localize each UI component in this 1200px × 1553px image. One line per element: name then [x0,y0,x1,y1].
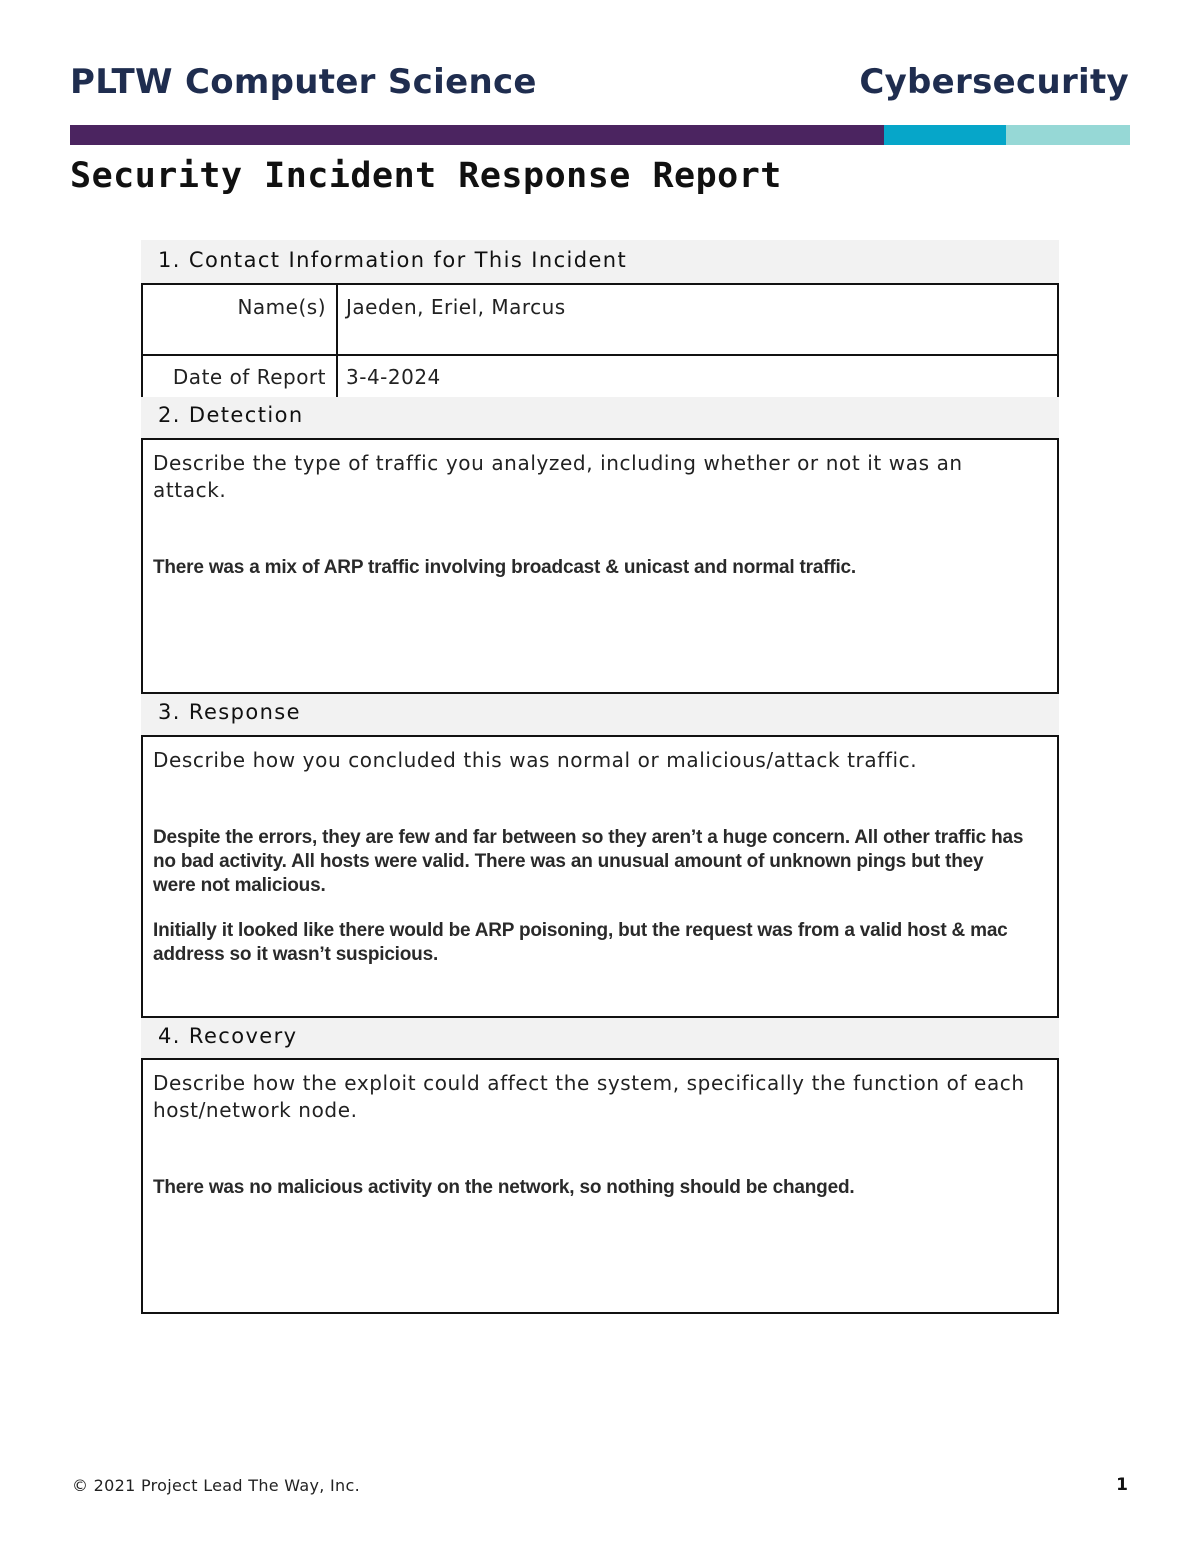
section-heading-detection [141,397,1059,438]
footer-copyright: © 2021 Project Lead The Way, Inc. [72,1476,360,1495]
recovery-box [141,1058,1059,1314]
contact-label-date: Date of Report [142,355,337,398]
header-course-title: PLTW Computer Science [70,62,537,102]
section-heading-response-text: 3. Response [158,700,301,724]
section-heading-response [141,694,1059,735]
section-heading-contact [141,240,1059,283]
header-bar-light-teal [1006,125,1130,145]
detection-box [141,438,1059,694]
contact-label-names: Name(s) [142,284,337,355]
contact-value-date: 3-4-2024 [337,355,1058,398]
response-answer-1: Despite the errors, they are few and far between so they aren’t a huge concern. All other traffic has no bad activity. All hosts were valid. There was an unusual amount of unknown pings but they were not malicious. [153,827,1024,896]
section-heading-recovery [141,1018,1059,1059]
recovery-answer: There was no malicious activity on the network, so nothing should be changed. [153,1177,855,1198]
response-answer-2: Initially it looked like there would be ARP poisoning, but the request was from a valid host & mac address so it wasn’t suspicious. [153,920,1008,965]
header-bar-purple [70,125,884,145]
table-row [142,355,1058,398]
detection-prompt: Describe the type of traffic you analyzed, including whether or not it was an attack. [153,451,963,502]
contact-value-names: Jaeden, Eriel, Marcus [337,284,1058,355]
section-heading-contact-text: 1. Contact Information for This Incident [158,248,628,272]
header-unit-title: Cybersecurity [859,62,1129,102]
response-prompt: Describe how you concluded this was normal or malicious/attack traffic. [153,748,918,772]
section-heading-recovery-text: 4. Recovery [158,1024,298,1048]
contact-table [141,283,1059,399]
recovery-prompt: Describe how the exploit could affect the system, specifically the function of each host/network node. [153,1071,1025,1122]
document-title: Security Incident Response Report [70,156,782,196]
detection-answer: There was a mix of ARP traffic involving broadcast & unicast and normal traffic. [153,557,857,578]
section-heading-detection-text: 2. Detection [158,403,304,427]
table-row [142,284,1058,355]
header-bar-teal [884,125,1006,145]
response-box [141,735,1059,1018]
footer-page-number: 1 [1116,1475,1128,1495]
